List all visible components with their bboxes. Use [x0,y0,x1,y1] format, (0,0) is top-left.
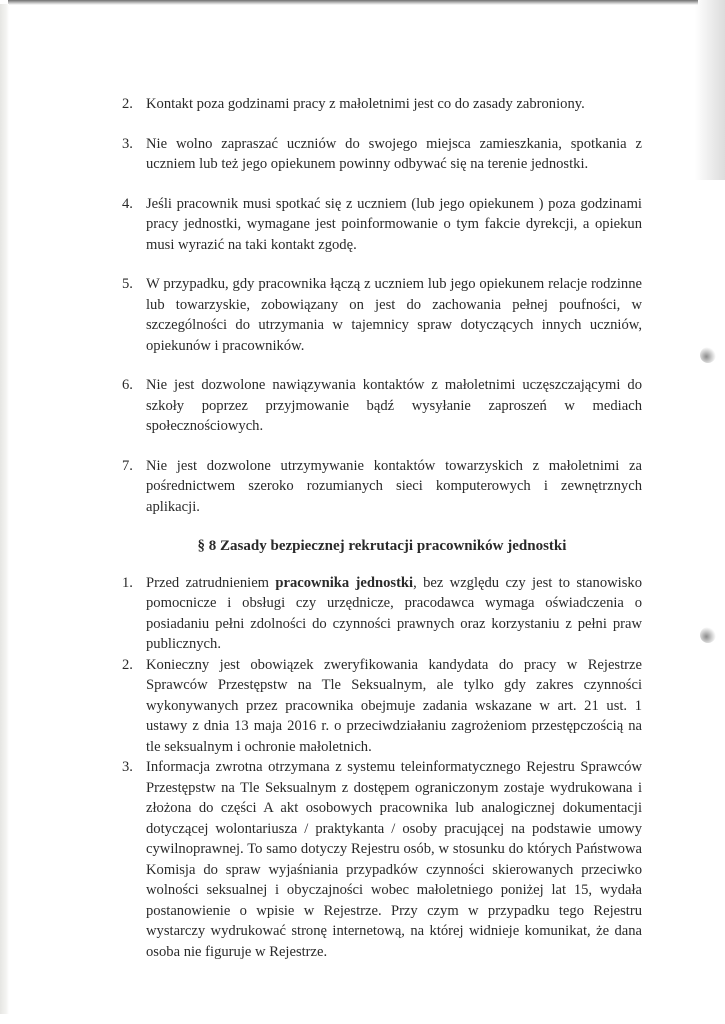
section-8-heading: § 8 Zasady bezpiecznej rekrutacji pracowników jednostki [197,538,567,554]
list-item [122,573,642,655]
item-text: Kontakt poza godzinami pracy z małoletnimi jest co do zasady zabroniony. [146,96,585,112]
item-number: 2. [122,656,133,673]
item-text-start: Przed zatrudnieniem [146,574,276,591]
item-number: 4. [122,195,133,212]
punch-hole-mark [700,627,716,643]
item-number: 6. [122,377,133,393]
list-item [122,194,642,256]
item-text: Nie jest dozwolone utrzymywanie kontaktów towarzyskich z małoletnimi za pośrednictwem szeroko rozumianych sieci komputerowych i zewnętrznych aplikacji. [146,457,642,515]
item-text: Nie wolno zapraszać uczniów do swojego miejsca zamieszkania, spotkania z uczniem lub też jego opiekunem powinny odbywać się na terenie jednostki. [146,135,642,172]
item-text-bold: pracownika jednostki [275,574,414,591]
list-item [122,757,642,962]
list-item [122,375,642,437]
item-text: Informacja zwrotna otrzymana z systemu teleinformatycznego Rejestru Sprawców Przestępstw na Tle Seksualnym z dostępem ograniczonym zostaje wydrukowana i złożona do części A akt osobowych pracownika lub analogicznej dokumentacji dotyczącej wolontariusza / praktykanta / osoby pracującej na podstawie umowy cywilnoprawnej. To samo dotyczy Rejestru osób, w stosunku do których Państwowa Komisja do spraw wyjaśniania przypadków czynności skierowanych przeciwko wolności seksualnej i obyczajności wobec małoletniego poniżej lat 15, wydała postanowienie o wpisie w Rejestrze. Przy czym w przypadku tego Rejestru wystarczy wydrukować stronę internetową, na której widnieje komunikat, że dana osoba nie figuruje w Rejestrze. [146,759,642,960]
item-number: 7. [122,457,133,474]
item-text-end: , bez względu czy jest to stanowisko pomocnicze i obsługi czy urzędnicze, pracodawca wymaga oświadczenia o posiadaniu pełni zdolności do czynności prawnych oraz korzystaniu z pełni praw publicznych. [146,574,643,652]
item-number: 1. [122,574,133,591]
scan-edge-top [8,0,698,5]
list-item [122,94,642,115]
list-item [122,456,642,518]
item-text [146,573,642,655]
item-number: 3. [122,759,133,775]
item-number: 5. [122,276,133,292]
section-8-list [122,573,642,963]
punch-hole-mark [700,347,716,363]
item-text: Nie jest dozwolone nawiązywania kontaktów z małoletnimi uczęszczającymi do szkoły poprzez przyjmowanie bądź wysyłanie zaproszeń w mediach społecznościowych. [146,377,642,434]
item-text: Konieczny jest obowiązek zweryfikowania kandydata do pracy w Rejestrze Sprawców Przestępstw na Tle Seksualnym, ale tylko gdy zakres czynności wykonywanych przez pracownika obejmuje zadania wskazane w art. 21 ust. 1 ustawy z dnia 13 maja 2016 r. o przeciwdziałaniu zagrożeniom przestępczością na tle seksualnym i ochronie małoletnich. [146,656,642,755]
section-7-list [122,94,642,517]
list-item [122,655,642,758]
item-text: Jeśli pracownik musi spotkać się z uczniem (lub jego opiekunem ) poza godzinami pracy jednostki, wymagane jest poinformowanie o tym fakcie dyrekcji, a opiekun musi wyrazić na taki kontakt zgodę. [146,195,642,253]
item-text: W przypadku, gdy pracownika łączą z uczniem lub jego opiekunem relacje rodzinne lub towarzyskie, zobowiązany on jest do zachowania pełnej poufności, w szczególności do utrzymania w tajemnicy spraw dotyczących innych uczniów, opiekunów i pracowników. [146,276,642,354]
item-number: 2. [122,96,133,112]
list-item [122,274,642,356]
scan-edge-right [695,0,725,180]
list-item [122,134,642,175]
document-page [122,94,642,962]
scan-edge-left [0,4,9,1014]
item-number: 3. [122,135,133,152]
